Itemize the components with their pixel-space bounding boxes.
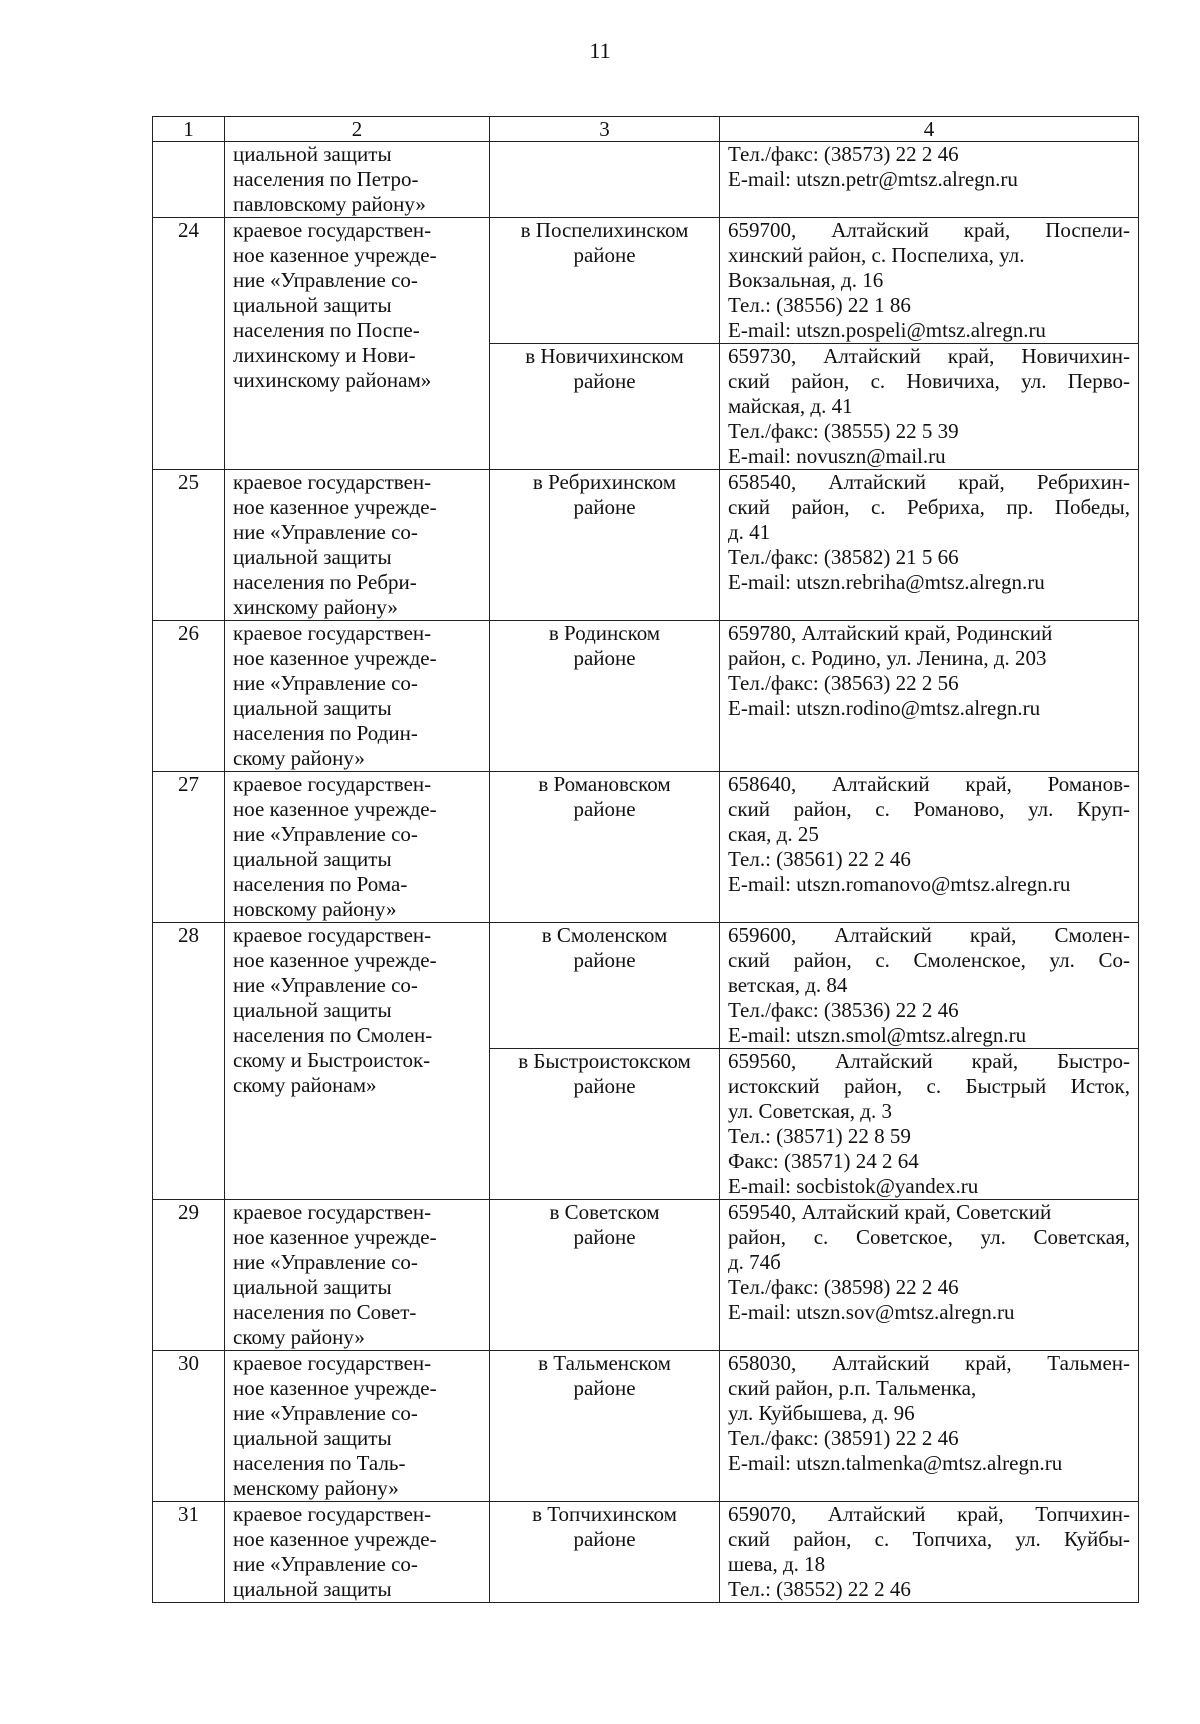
district-location: в Ребрихинском районе xyxy=(490,470,720,621)
institution-name-cell xyxy=(225,1502,490,1603)
contact-line: 658640, Алтайский край, Романов- xyxy=(728,772,1130,796)
contact-line: E-mail: utszn.sov@mtsz.alregn.ru xyxy=(728,1300,1015,1324)
column-header: 2 xyxy=(225,117,490,142)
contact-line: район, с. Советское, ул. Советская, xyxy=(728,1225,1130,1249)
contact-line: район, с. Родино, ул. Ленина, д. 203 xyxy=(728,646,1047,670)
contact-line: майская, д. 41 xyxy=(728,394,853,418)
contact-line: Тел./факс: (38573) 22 2 46 xyxy=(728,142,959,166)
institution-name-cell xyxy=(225,142,490,218)
contact-line: E-mail: utszn.pospeli@mtsz.alregn.ru xyxy=(728,318,1046,342)
institution-name: краевое государствен- ное казенное учрежде- ние «Управление со- циальной защиты населения по Рома- новскому району» xyxy=(233,772,437,921)
district-location: в Тальменском районе xyxy=(490,1351,720,1502)
contact-line: 658030, Алтайский край, Тальмен- xyxy=(728,1351,1130,1375)
contact-line: д. 74б xyxy=(728,1250,781,1274)
district-location: в Смоленском районе xyxy=(490,923,720,1049)
institution-name-cell xyxy=(225,923,490,1200)
contact-line: Тел.: (38556) 22 1 86 xyxy=(728,293,911,317)
row-number: 28 xyxy=(153,923,225,1200)
contact-info xyxy=(720,142,1139,218)
contact-line: 658540, Алтайский край, Ребрихин- xyxy=(728,470,1130,494)
contact-line: E-mail: utszn.smol@mtsz.alregn.ru xyxy=(728,1023,1027,1047)
institution-name-cell xyxy=(225,772,490,923)
contact-line: 659700, Алтайский край, Поспели- xyxy=(728,218,1130,242)
row-number: 31 xyxy=(153,1502,225,1603)
contact-line: E-mail: novuszn@mail.ru xyxy=(728,444,946,468)
institution-name-cell xyxy=(225,218,490,470)
contact-line: ский район, с. Новичиха, ул. Перво- xyxy=(728,369,1130,393)
contact-line: E-mail: utszn.rodino@mtsz.alregn.ru xyxy=(728,696,1041,720)
contact-info xyxy=(720,1049,1139,1200)
institution-name: краевое государствен- ное казенное учрежде- ние «Управление со- циальной защиты населения по Смолен- скому и Быстроисток- скому районам» xyxy=(233,923,437,1097)
table-row xyxy=(153,772,1139,923)
contact-line: шева, д. 18 xyxy=(728,1552,826,1576)
contact-line: хинский район, с. Поспелиха, ул. xyxy=(728,243,1025,267)
contact-info xyxy=(720,1351,1139,1502)
institution-name: циальной защиты населения по Петро- павловскому району» xyxy=(233,142,426,216)
contact-line: E-mail: utszn.petr@mtsz.alregn.ru xyxy=(728,167,1018,191)
contact-line: E-mail: utszn.rebriha@mtsz.alregn.ru xyxy=(728,570,1045,594)
contact-line: E-mail: utszn.romanovo@mtsz.alregn.ru xyxy=(728,872,1071,896)
contact-line: Тел.: (38571) 22 8 59 xyxy=(728,1124,911,1148)
row-number: 27 xyxy=(153,772,225,923)
contact-info xyxy=(720,218,1139,344)
district-location: в Советском районе xyxy=(490,1200,720,1351)
table-row xyxy=(153,1351,1139,1502)
institution-name: краевое государствен- ное казенное учрежде- ние «Управление со- циальной защиты населения по Родин- скому району» xyxy=(233,621,437,770)
contact-line: ский район, с. Романово, ул. Круп- xyxy=(728,797,1130,821)
contact-line: Тел./факс: (38582) 21 5 66 xyxy=(728,545,959,569)
institution-name-cell xyxy=(225,470,490,621)
table-row xyxy=(153,621,1139,772)
contact-line: Тел./факс: (38598) 22 2 46 xyxy=(728,1275,959,1299)
contact-line: 659070, Алтайский край, Топчихин- xyxy=(728,1502,1130,1526)
contact-line: ул. Куйбышева, д. 96 xyxy=(728,1401,915,1425)
column-header: 1 xyxy=(153,117,225,142)
table-header-row xyxy=(153,117,1139,142)
contact-line: E-mail: utszn.talmenka@mtsz.alregn.ru xyxy=(728,1451,1063,1475)
contact-line: E-mail: socbistok@yandex.ru xyxy=(728,1174,979,1198)
contact-line: д. 41 xyxy=(728,520,771,544)
row-number: 30 xyxy=(153,1351,225,1502)
institutions-table xyxy=(152,116,1139,1603)
contact-line: 659600, Алтайский край, Смолен- xyxy=(728,923,1130,947)
contact-line: Тел.: (38561) 22 2 46 xyxy=(728,847,911,871)
institution-name: краевое государствен- ное казенное учрежде- ние «Управление со- циальной защиты xyxy=(233,1502,437,1601)
institution-name: краевое государствен- ное казенное учрежде- ние «Управление со- циальной защиты населения по Совет- скому району» xyxy=(233,1200,437,1349)
institution-name: краевое государствен- ное казенное учрежде- ние «Управление со- циальной защиты населения по Ребри- хинскому району» xyxy=(233,470,437,619)
contact-line: 659730, Алтайский край, Новичихин- xyxy=(728,344,1130,368)
table-row xyxy=(153,142,1139,218)
contact-info xyxy=(720,470,1139,621)
contact-info xyxy=(720,772,1139,923)
contact-line: Тел./факс: (38563) 22 2 56 xyxy=(728,671,959,695)
institution-name: краевое государствен- ное казенное учрежде- ние «Управление со- циальной защиты населения по Поспе- лихинскому и Нови- чихинскому районам» xyxy=(233,218,437,392)
district-location: в Топчихинском районе xyxy=(490,1502,720,1603)
table-row xyxy=(153,470,1139,621)
contact-line: ский район, с. Топчиха, ул. Куйбы- xyxy=(728,1527,1130,1551)
district-location: в Быстроистокском районе xyxy=(490,1049,720,1200)
table-row xyxy=(153,1502,1139,1603)
contact-line: Тел./факс: (38555) 22 5 39 xyxy=(728,419,959,443)
district-location xyxy=(490,142,720,218)
contact-line: Вокзальная, д. 16 xyxy=(728,268,884,292)
contact-line: 659540, Алтайский край, Советский xyxy=(728,1200,1052,1224)
row-number xyxy=(153,142,225,218)
contact-line: ская, д. 25 xyxy=(728,822,819,846)
contact-line: Факс: (38571) 24 2 64 xyxy=(728,1149,919,1173)
contact-line: Тел./факс: (38536) 22 2 46 xyxy=(728,998,959,1022)
page-number: 11 xyxy=(589,38,611,63)
row-number: 26 xyxy=(153,621,225,772)
contact-info xyxy=(720,1502,1139,1603)
row-number: 25 xyxy=(153,470,225,621)
contact-info xyxy=(720,621,1139,772)
institution-name: краевое государствен- ное казенное учрежде- ние «Управление со- циальной защиты населения по Таль- менскому району» xyxy=(233,1351,437,1500)
district-location: в Родинском районе xyxy=(490,621,720,772)
contact-line: Тел.: (38552) 22 2 46 xyxy=(728,1577,911,1601)
contact-line: 659780, Алтайский край, Родинский xyxy=(728,621,1053,645)
district-location: в Романовском районе xyxy=(490,772,720,923)
contact-line: Тел./факс: (38591) 22 2 46 xyxy=(728,1426,959,1450)
column-header: 3 xyxy=(490,117,720,142)
contact-line: ский район, р.п. Тальменка, xyxy=(728,1376,977,1400)
contact-line: истокский район, с. Быстрый Исток, xyxy=(728,1074,1130,1098)
institution-name-cell xyxy=(225,1200,490,1351)
table-body xyxy=(153,142,1139,1603)
contact-info xyxy=(720,1200,1139,1351)
contact-info xyxy=(720,344,1139,470)
contact-line: ский район, с. Смоленское, ул. Со- xyxy=(728,948,1130,972)
column-header: 4 xyxy=(720,117,1139,142)
row-number: 24 xyxy=(153,218,225,470)
row-number: 29 xyxy=(153,1200,225,1351)
contact-line: ский район, с. Ребриха, пр. Победы, xyxy=(728,495,1130,519)
table-row xyxy=(153,923,1139,1049)
institution-name-cell xyxy=(225,621,490,772)
district-location: в Поспелихинском районе xyxy=(490,218,720,344)
contact-line: ветская, д. 84 xyxy=(728,973,848,997)
contact-info xyxy=(720,923,1139,1049)
contact-line: 659560, Алтайский край, Быстро- xyxy=(728,1049,1130,1073)
institution-name-cell xyxy=(225,1351,490,1502)
district-location: в Новичихинском районе xyxy=(490,344,720,470)
contact-line: ул. Советская, д. 3 xyxy=(728,1099,892,1123)
table-row xyxy=(153,1200,1139,1351)
table-row xyxy=(153,218,1139,344)
